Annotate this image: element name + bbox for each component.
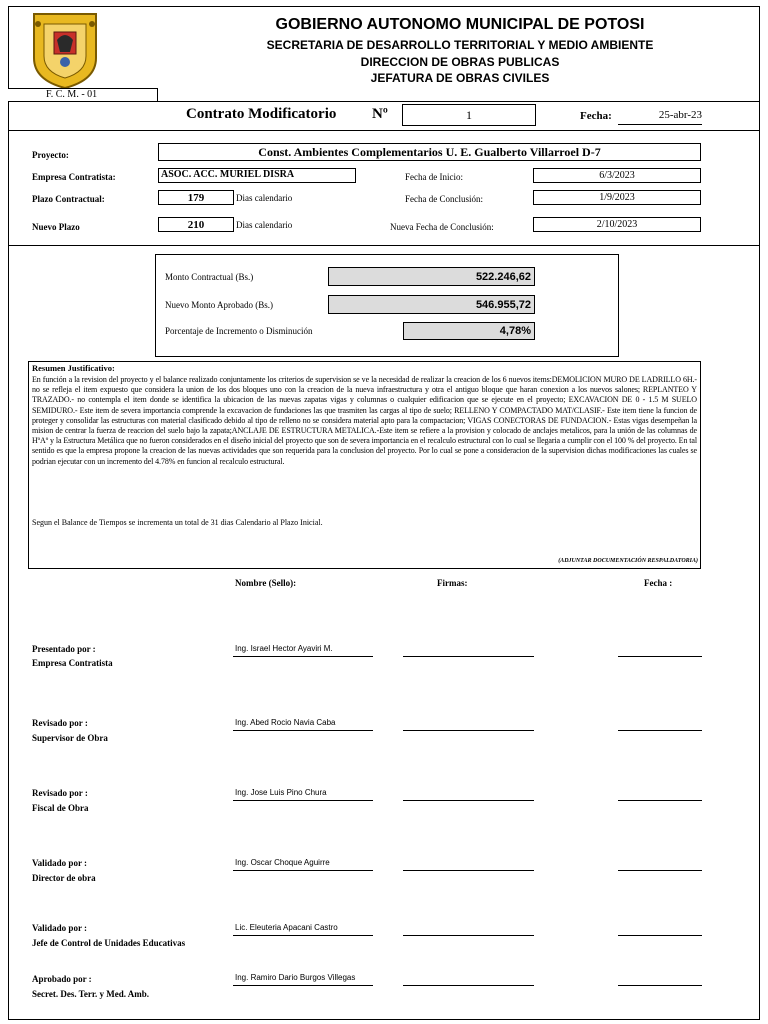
new-amount-label: Nuevo Monto Aprobado (Bs.) xyxy=(165,300,273,310)
signature-line[interactable] xyxy=(403,935,534,936)
start-date-label: Fecha de Inicio: xyxy=(405,172,463,182)
date-line[interactable] xyxy=(618,800,702,801)
signer-name: Ing. Oscar Choque Aguirre xyxy=(235,858,330,867)
date-line[interactable] xyxy=(618,656,702,657)
summary-title: Resumen Justificativo: xyxy=(32,363,115,373)
coat-of-arms-seal-icon xyxy=(24,10,106,90)
term-unit: Dias calendario xyxy=(236,193,293,203)
role-entity: Jefe de Control de Unidades Educativas xyxy=(32,938,186,948)
contract-amount-label: Monto Contractual (Bs.) xyxy=(165,272,254,282)
header-direccion: DIRECCION DE OBRAS PUBLICAS xyxy=(360,55,560,69)
percent-value: 4,78% xyxy=(499,325,531,337)
date-line[interactable] xyxy=(618,935,702,936)
end-date-label: Fecha de Conclusión: xyxy=(405,194,483,204)
header-title: GOBIERNO AUTONOMO MUNICIPAL DE POTOSI xyxy=(275,16,645,33)
signature-line[interactable] xyxy=(403,800,534,801)
contract-date-label: Fecha: xyxy=(580,110,612,122)
signer-name: Ing. Abed Rocio Navia Caba xyxy=(235,718,336,727)
signature-line[interactable] xyxy=(403,985,534,986)
role-entity: Fiscal de Obra xyxy=(32,803,89,813)
end-date-value: 1/9/2023 xyxy=(599,192,635,203)
header-jefatura: JEFATURA DE OBRAS CIVILES xyxy=(370,71,550,85)
term-value: 179 xyxy=(187,192,205,204)
signature-line[interactable] xyxy=(403,870,534,871)
divider xyxy=(8,130,760,131)
new-end-date-label: Nueva Fecha de Conclusión: xyxy=(390,222,494,232)
header-secretaria: SECRETARIA DE DESARROLLO TERRITORIAL Y MEDIO AMBIENTE xyxy=(266,38,654,52)
start-date-value: 6/3/2023 xyxy=(599,170,635,181)
role-label: Revisado por : xyxy=(32,788,88,798)
name-line xyxy=(233,985,373,986)
role-entity: Secret. Des. Terr. y Med. Amb. xyxy=(32,989,149,999)
signature-line[interactable] xyxy=(403,730,534,731)
name-line xyxy=(233,656,373,657)
new-term-unit: Dias calendario xyxy=(236,220,293,230)
date-line[interactable] xyxy=(618,870,702,871)
role-entity: Director de obra xyxy=(32,873,96,883)
name-line xyxy=(233,935,373,936)
role-label: Presentado por : xyxy=(32,644,96,654)
contract-amount-value: 522.246,62 xyxy=(475,271,531,283)
new-term-value: 210 xyxy=(187,219,205,231)
date-line[interactable] xyxy=(618,730,702,731)
contract-number-label: Nº xyxy=(372,106,388,122)
signer-name: Ing. Israel Hector Ayaviri M. xyxy=(235,644,333,653)
contract-date-underline xyxy=(618,124,702,125)
summary-time-note: Segun el Balance de Tiempos se incrementa un total de 31 dias Calendario al Plazo Inicial. xyxy=(32,518,323,527)
role-label: Validado por : xyxy=(32,923,88,933)
project-name: Const. Ambientes Complementarios U. E. Gualberto Villarroel D-7 xyxy=(258,145,601,159)
summary-attach-note: (ADJUNTAR DOCUMENTACIÓN RESPALDATORIA) xyxy=(558,558,698,564)
contractor-label: Empresa Contratista: xyxy=(32,172,116,182)
signer-name: Lic. Eleuteria Apacani Castro xyxy=(235,923,338,932)
divider xyxy=(8,101,760,102)
name-line xyxy=(233,870,373,871)
signer-name: Ing. Jose Luis Pino Chura xyxy=(235,788,327,797)
contract-number: 1 xyxy=(466,108,472,122)
role-label: Revisado por : xyxy=(32,718,88,728)
role-entity: Empresa Contratista xyxy=(32,658,113,668)
col-name-header: Nombre (Sello): xyxy=(235,578,297,588)
name-line xyxy=(233,800,373,801)
signature-line[interactable] xyxy=(403,656,534,657)
project-label: Proyecto: xyxy=(32,150,69,160)
col-date-header: Fecha : xyxy=(644,578,673,588)
contract-title: Contrato Modificatorio xyxy=(186,106,337,122)
new-end-date-value: 2/10/2023 xyxy=(596,219,638,230)
summary-body: En función a la revision del proyecto y el balance realizado conjuntamente los criterios de supervision se ve la necesidad de realizar la creacion de los 6 nuevos items:DEMOLICION MURO DE LADRILLO 6H.- no se refleja el item expuesto que considera la union de los dos bloques uno con la creacion de la nueva infraestructura y otra el antiguo bloque que haran conexion a los nuevos salones; REPLANTEO Y TRAZADO.- no contempla el item donde se identifica la ubicacion de las nuevas zapatas vigas y columnas o cualquier edificacion que se ejecute en el proyecto; EXCAVACION DE 0 - 1.5 M SUELO SEMIDURO.- Este item de severa importancia comprende la excavacion de fundaciones las que trasmiten las cargas al tipo de suelo; RELLENO Y COMPACTADO MAT/CLASIF.- Este item tiene la funcion de proteger y consolidar las estructuras con material clasificado debido al tipo de relleno no se considera material apto para la compactacion; VIGAS CONECTORAS DE FUNDACION.- Estas vigas desempeñan la mision de centrar la fuerza de reaccion del suelo bajo la zapata;ANCLAJE DE ESTRUCTURA METALICA.-Este item se refiere a la provision y colocado de anclajes metalicos, para la unión de las columnas de HºAº y la Estructura Metálica que no fueron considerados en el diseño inicial del proyecto que son de severa importancia en el recalculo estructural con lo cual se llegaria a cumplir con el 100 % del proyecto. En tal sentido es que la empresa propone la creacion de las nuevas actividades que son requerida para la conclusion del proyecto. Por lo cual se pone a consideracion de la supervision dichas modificaciones las cuales se podrian ejecutar con un incremento del 4.78% en funcion al recalculo estructural. xyxy=(32,375,697,466)
percent-label: Porcentaje de Incremento o Disminución xyxy=(165,326,313,336)
new-amount-value: 546.955,72 xyxy=(475,299,531,311)
role-entity: Supervisor de Obra xyxy=(32,733,108,743)
date-line[interactable] xyxy=(618,985,702,986)
col-sign-header: Firmas: xyxy=(437,578,468,588)
contract-date: 25-abr-23 xyxy=(658,109,702,121)
contractor-value: ASOC. ACC. MURIEL DISRA xyxy=(161,169,295,180)
role-label: Aprobado por : xyxy=(32,974,92,984)
name-line xyxy=(233,730,373,731)
role-label: Validado por : xyxy=(32,858,88,868)
term-label: Plazo Contractual: xyxy=(32,194,105,204)
form-code: F. C. M. - 01 xyxy=(46,89,98,100)
divider xyxy=(8,245,760,246)
new-term-label: Nuevo Plazo xyxy=(32,222,80,232)
signer-name: Ing. Ramiro Dario Burgos Villegas xyxy=(235,973,356,982)
